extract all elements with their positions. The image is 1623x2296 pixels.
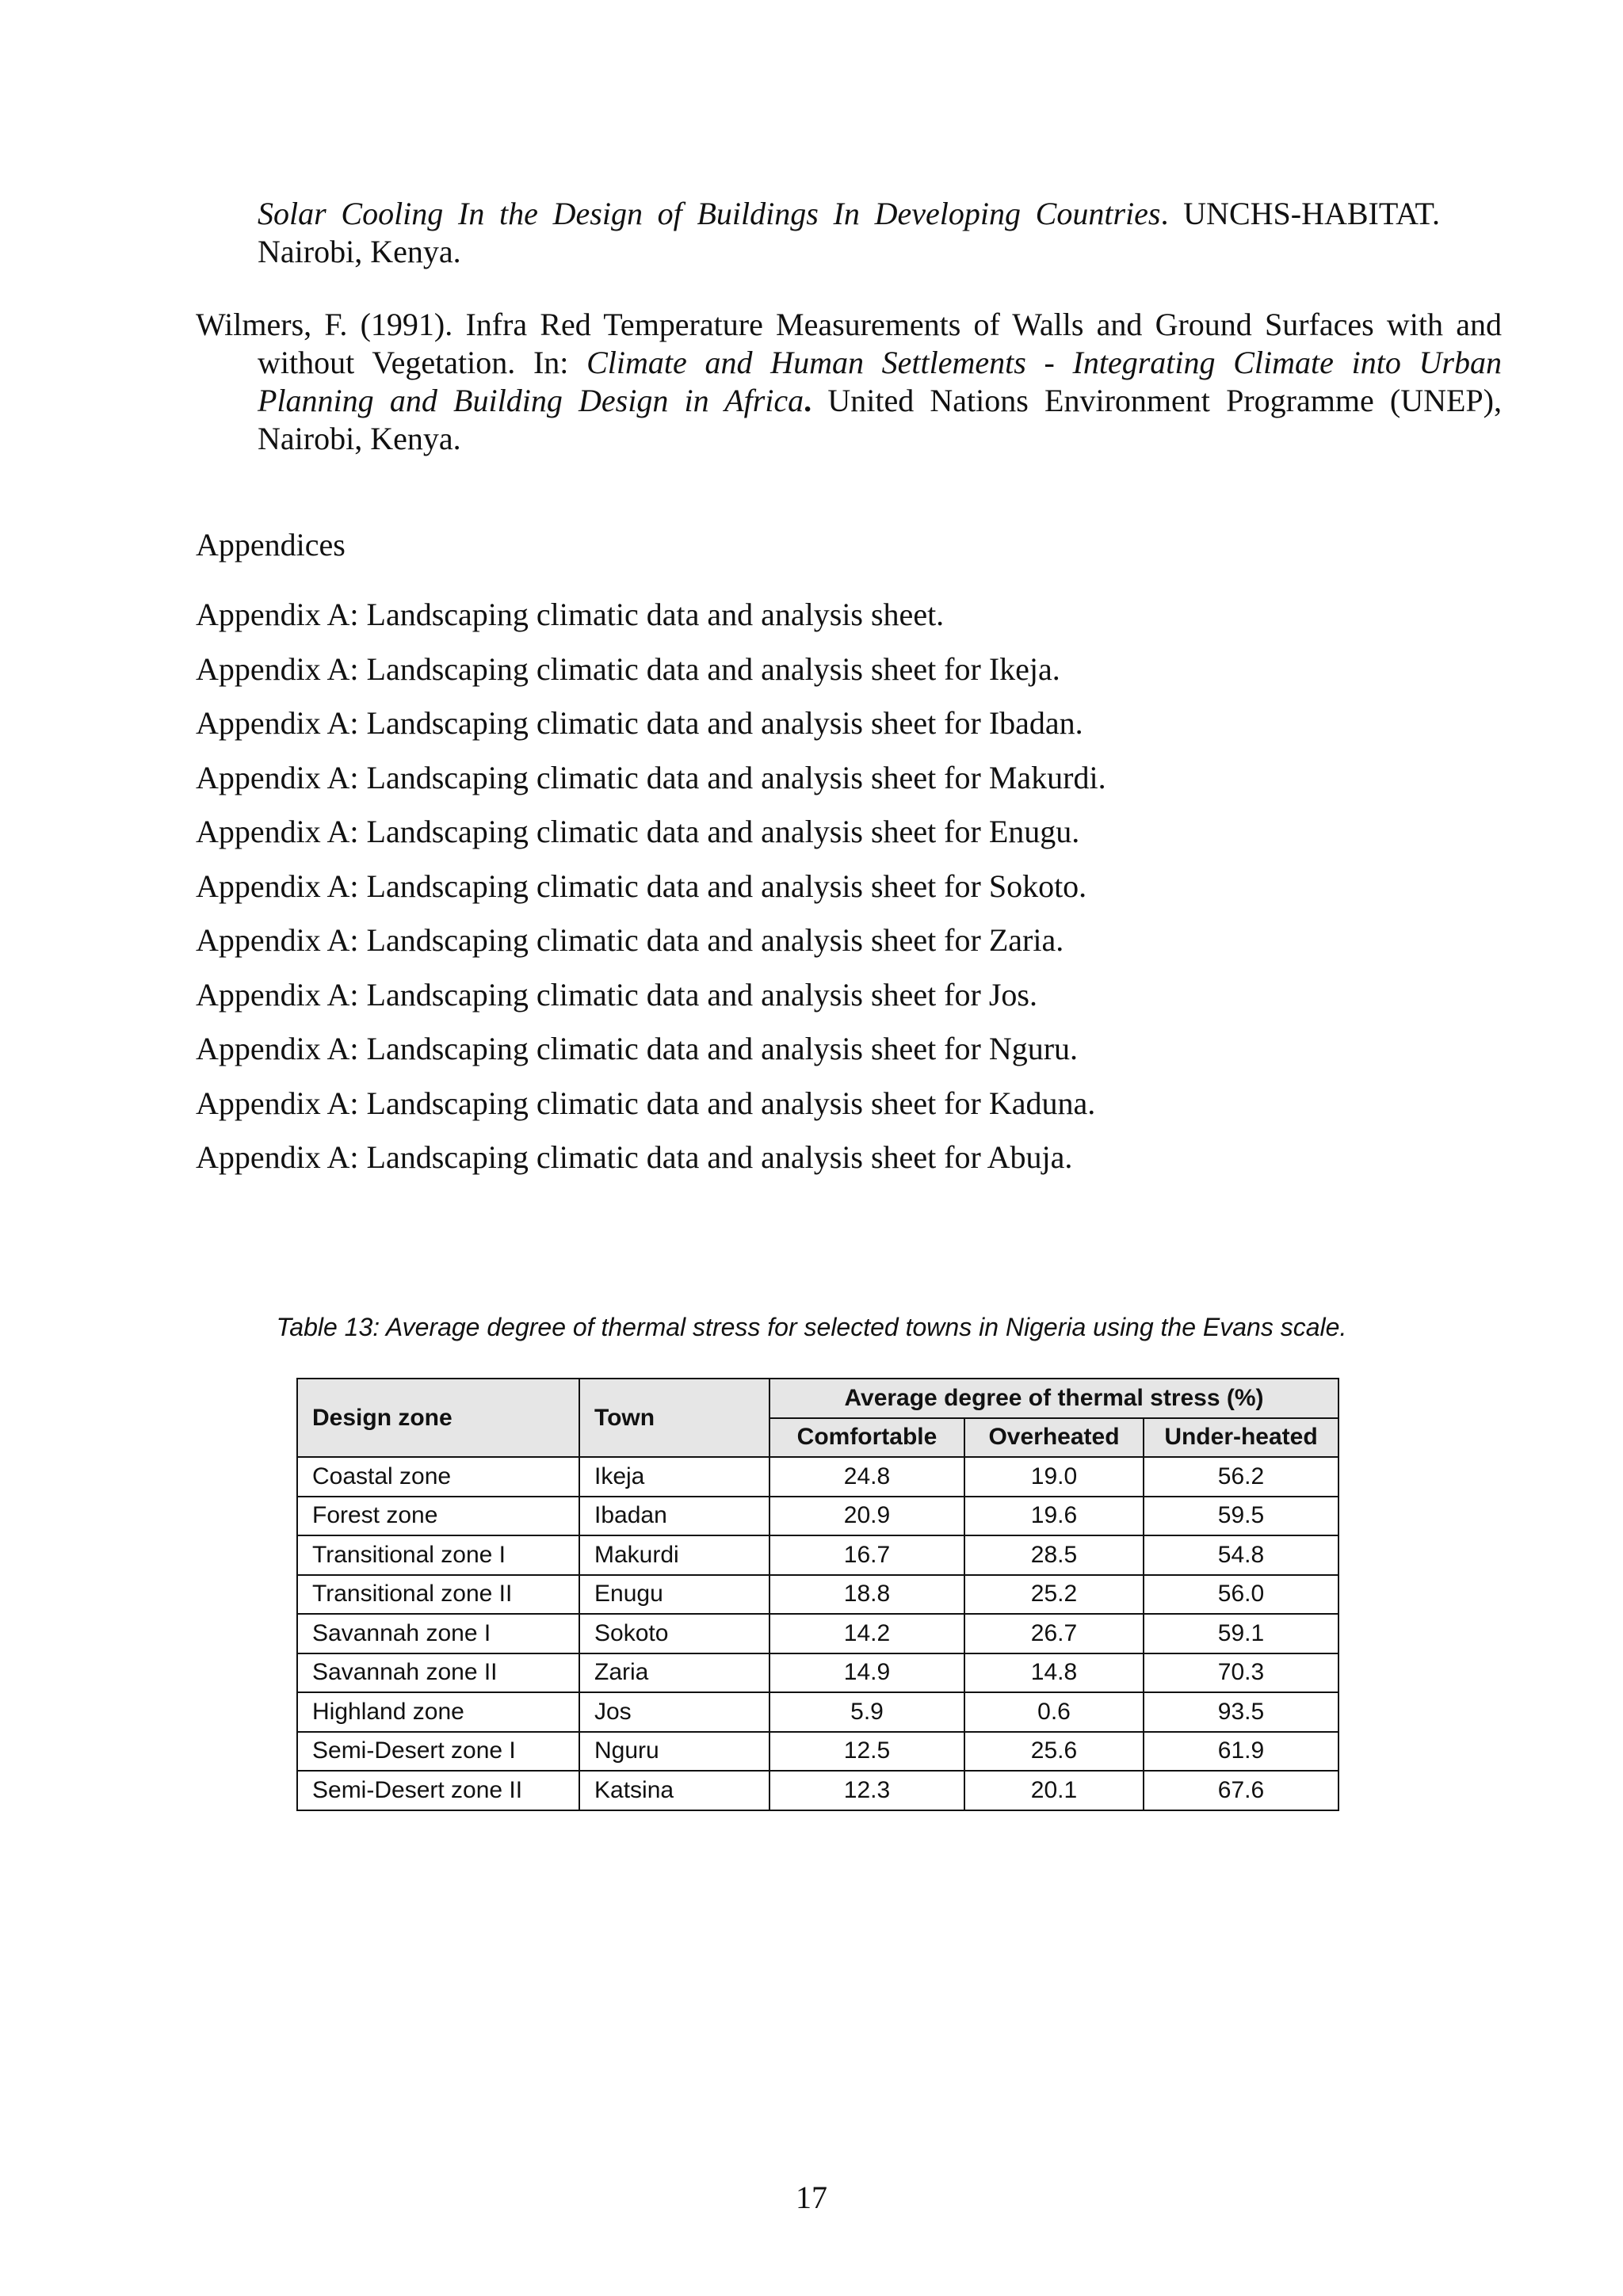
cell-town: Katsina (579, 1771, 769, 1810)
table-row (297, 1732, 1338, 1772)
cell-overheated: 0.6 (964, 1692, 1144, 1732)
cell-town: Ibadan (579, 1497, 769, 1536)
thermal-stress-table (296, 1378, 1339, 1811)
table-row (297, 1535, 1338, 1575)
reference-wilmers-period: . (804, 383, 812, 418)
cell-overheated: 19.0 (964, 1457, 1144, 1497)
cell-design-zone: Coastal zone (297, 1457, 579, 1497)
cell-town: Zaria (579, 1653, 769, 1693)
reference-wilmers-author: Wilmers, F. (1991). Infra Red Temperature Measurements of Walls and Ground Surfaces with and without Vegetation. In: (196, 307, 1502, 380)
cell-comfortable: 14.9 (769, 1653, 964, 1693)
header-thermal-stress-group: Average degree of thermal stress (%) (769, 1379, 1338, 1418)
appendix-item: Appendix A: Landscaping climatic data and analysis sheet for Nguru. (196, 1031, 1079, 1066)
cell-town: Makurdi (579, 1535, 769, 1575)
cell-comfortable: 5.9 (769, 1692, 964, 1732)
cell-under-heated: 59.5 (1144, 1497, 1338, 1536)
cell-overheated: 14.8 (964, 1653, 1144, 1693)
cell-overheated: 25.2 (964, 1575, 1144, 1615)
appendices-heading: Appendices (196, 527, 346, 563)
cell-under-heated: 56.0 (1144, 1575, 1338, 1615)
cell-comfortable: 14.2 (769, 1614, 964, 1653)
cell-comfortable: 12.3 (769, 1771, 964, 1810)
cell-comfortable: 12.5 (769, 1732, 964, 1772)
header-town: Town (579, 1379, 769, 1457)
cell-under-heated: 93.5 (1144, 1692, 1338, 1732)
cell-design-zone: Highland zone (297, 1692, 579, 1732)
reference-wilmers-book: Climate and Human Settlements - Integrating Climate into Urban Planning and Building Design in Africa (258, 345, 1502, 418)
cell-design-zone: Semi-Desert zone II (297, 1771, 579, 1810)
cell-comfortable: 16.7 (769, 1535, 964, 1575)
cell-under-heated: 56.2 (1144, 1457, 1338, 1497)
cell-design-zone: Transitional zone I (297, 1535, 579, 1575)
appendix-item: Appendix A: Landscaping climatic data and analysis sheet for Sokoto. (196, 868, 1087, 904)
cell-overheated: 28.5 (964, 1535, 1144, 1575)
cell-town: Nguru (579, 1732, 769, 1772)
cell-comfortable: 20.9 (769, 1497, 964, 1536)
cell-town: Ikeja (579, 1457, 769, 1497)
reference-title: Solar Cooling In the Design of Buildings In Developing Countries (258, 196, 1161, 231)
table-row (297, 1692, 1338, 1732)
appendix-item: Appendix A: Landscaping climatic data and analysis sheet. (196, 597, 945, 632)
cell-under-heated: 67.6 (1144, 1771, 1338, 1810)
appendix-item: Appendix A: Landscaping climatic data and analysis sheet for Jos. (196, 976, 1037, 1013)
cell-town: Sokoto (579, 1614, 769, 1653)
appendix-item: Appendix A: Landscaping climatic data and analysis sheet for Enugu. (196, 814, 1080, 849)
cell-under-heated: 54.8 (1144, 1535, 1338, 1575)
appendix-item: Appendix A: Landscaping climatic data and analysis sheet for Zaria. (196, 922, 1064, 958)
cell-under-heated: 61.9 (1144, 1732, 1338, 1772)
cell-design-zone: Savannah zone I (297, 1614, 579, 1653)
header-overheated: Overheated (964, 1418, 1144, 1458)
table-row (297, 1497, 1338, 1536)
cell-design-zone: Semi-Desert zone I (297, 1732, 579, 1772)
cell-design-zone: Transitional zone II (297, 1575, 579, 1615)
header-under-heated: Under-heated (1144, 1418, 1338, 1458)
page-number: 17 (796, 2180, 827, 2215)
cell-under-heated: 70.3 (1144, 1653, 1338, 1693)
table-header-row (297, 1379, 1338, 1418)
cell-design-zone: Forest zone (297, 1497, 579, 1536)
reference-wilmers (196, 306, 1502, 458)
cell-design-zone: Savannah zone II (297, 1653, 579, 1693)
cell-overheated: 25.6 (964, 1732, 1144, 1772)
header-design-zone: Design zone (297, 1379, 579, 1457)
appendix-item: Appendix A: Landscaping climatic data and analysis sheet for Makurdi. (196, 759, 1106, 795)
cell-under-heated: 59.1 (1144, 1614, 1338, 1653)
table-row (297, 1575, 1338, 1615)
table-row (297, 1457, 1338, 1497)
reference-publisher: . UNCHS-HABITAT. Nairobi, Kenya. (258, 196, 1440, 269)
appendix-item: Appendix A: Landscaping climatic data and analysis sheet for Abuja. (196, 1139, 1073, 1175)
table-row (297, 1614, 1338, 1653)
appendix-item: Appendix A: Landscaping climatic data and analysis sheet for Kaduna. (196, 1085, 1096, 1121)
appendices-list (196, 596, 1106, 1193)
cell-comfortable: 24.8 (769, 1457, 964, 1497)
cell-overheated: 19.6 (964, 1497, 1144, 1536)
header-comfortable: Comfortable (769, 1418, 964, 1458)
cell-overheated: 26.7 (964, 1614, 1144, 1653)
reference-wilmers-publisher: United Nations Environment Programme (UNEP), Nairobi, Kenya. (258, 383, 1502, 456)
reference-continuation (258, 195, 1440, 271)
cell-town: Jos (579, 1692, 769, 1732)
cell-overheated: 20.1 (964, 1771, 1144, 1810)
table-row (297, 1771, 1338, 1810)
appendix-item: Appendix A: Landscaping climatic data and analysis sheet for Ikeja. (196, 650, 1060, 687)
table-row (297, 1653, 1338, 1693)
appendix-item: Appendix A: Landscaping climatic data and analysis sheet for Ibadan. (196, 705, 1083, 741)
cell-town: Enugu (579, 1575, 769, 1615)
cell-comfortable: 18.8 (769, 1575, 964, 1615)
table-caption: Table 13: Average degree of thermal stress for selected towns in Nigeria using the Evans scale. (276, 1313, 1347, 1341)
